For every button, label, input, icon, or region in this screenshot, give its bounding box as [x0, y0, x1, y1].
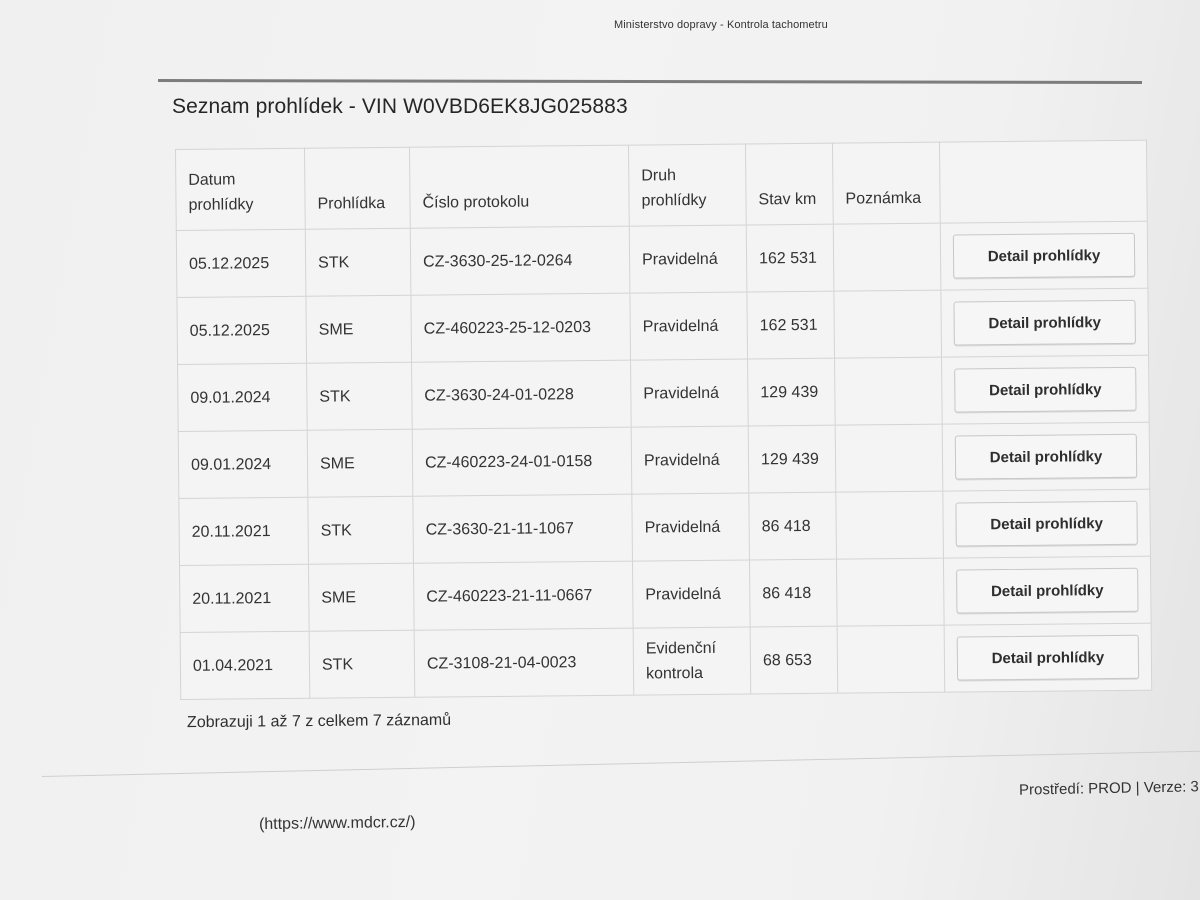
cell-kind: Pravidelná — [631, 359, 749, 427]
detail-button[interactable]: Detail prohlídky — [954, 300, 1136, 346]
cell-action — [944, 623, 1152, 692]
column-header-km: Stav km — [745, 143, 833, 225]
column-header-kind: Druh prohlídky — [628, 144, 746, 226]
cell-date: 01.04.2021 — [180, 631, 310, 699]
inspection-table — [175, 140, 1152, 700]
cell-km: 129 439 — [748, 425, 836, 493]
cell-inspection: STK — [308, 496, 414, 564]
cell-kind: Pravidelná — [630, 292, 748, 360]
detail-button[interactable]: Detail prohlídky — [957, 635, 1139, 681]
cell-note — [837, 625, 945, 693]
record-count-summary: Zobrazuji 1 až 7 z celkem 7 záznamů — [186, 711, 452, 732]
cell-protocol: CZ-460223-21-11-0667 — [413, 561, 633, 630]
cell-protocol: CZ-3630-21-11-1067 — [413, 494, 633, 563]
footer-divider — [42, 750, 1200, 777]
cell-note — [836, 558, 944, 626]
cell-protocol: CZ-460223-25-12-0203 — [411, 293, 631, 362]
cell-date: 09.01.2024 — [178, 363, 308, 431]
detail-button[interactable]: Detail prohlídky — [955, 434, 1137, 480]
cell-km: 129 439 — [748, 358, 836, 426]
cell-kind: Pravidelná — [631, 426, 749, 494]
cell-protocol: CZ-3630-25-12-0264 — [410, 226, 630, 295]
cell-protocol: CZ-3108-21-04-0023 — [414, 628, 634, 697]
cell-action — [943, 556, 1151, 625]
cell-km: 86 418 — [749, 492, 837, 560]
table-row — [178, 355, 1150, 431]
cell-note — [835, 357, 943, 425]
cell-km: 86 418 — [749, 559, 837, 627]
table-row — [179, 489, 1151, 565]
cell-date: 09.01.2024 — [178, 430, 308, 498]
cell-action — [940, 221, 1148, 290]
column-header-action — [939, 140, 1147, 223]
cell-inspection: SME — [308, 563, 414, 631]
table-row — [178, 422, 1150, 498]
cell-inspection: SME — [307, 429, 413, 497]
cell-date: 20.11.2021 — [179, 564, 309, 632]
cell-km: 68 653 — [750, 626, 838, 694]
cell-kind: Evidenční kontrola — [633, 627, 751, 695]
table-header-row — [176, 140, 1148, 230]
cell-note — [835, 424, 943, 492]
detail-button[interactable]: Detail prohlídky — [954, 367, 1136, 413]
column-header-protocol: Číslo protokolu — [409, 145, 629, 228]
cell-note — [836, 491, 944, 559]
cell-note — [833, 223, 941, 291]
table-row — [179, 556, 1151, 632]
cell-action — [941, 288, 1149, 357]
cell-action — [942, 422, 1150, 491]
column-header-note: Poznámka — [832, 142, 940, 224]
cell-action — [942, 355, 1150, 424]
cell-kind: Pravidelná — [632, 560, 750, 628]
page-title: Seznam prohlídek - VIN W0VBD6EK8JG025883 — [172, 95, 628, 118]
cell-protocol: CZ-460223-24-01-0158 — [412, 427, 632, 496]
table-row — [176, 221, 1148, 297]
ministry-link[interactable]: (https://www.mdcr.cz/) — [258, 813, 416, 834]
detail-button[interactable]: Detail prohlídky — [953, 233, 1135, 279]
detail-button[interactable]: Detail prohlídky — [956, 568, 1138, 614]
header-divider — [158, 79, 1142, 84]
environment-info: Prostředí: PROD | Verze: 3 — [1018, 778, 1199, 799]
system-header: Ministerstvo dopravy - Kontrola tachometru — [614, 19, 828, 31]
table-row — [177, 288, 1149, 364]
cell-kind: Pravidelná — [629, 225, 747, 293]
cell-kind: Pravidelná — [632, 493, 750, 561]
cell-inspection: STK — [305, 228, 411, 296]
cell-km: 162 531 — [746, 224, 834, 292]
cell-inspection: SME — [306, 295, 412, 363]
cell-date: 05.12.2025 — [177, 296, 307, 364]
cell-note — [834, 290, 942, 358]
cell-protocol: CZ-3630-24-01-0228 — [412, 360, 632, 429]
cell-date: 20.11.2021 — [179, 497, 309, 565]
cell-inspection: STK — [307, 362, 413, 430]
cell-inspection: STK — [309, 630, 415, 698]
cell-date: 05.12.2025 — [176, 229, 306, 297]
table-row — [180, 623, 1152, 699]
column-header-date: Datum prohlídky — [176, 148, 306, 230]
cell-km: 162 531 — [747, 291, 835, 359]
column-header-inspection: Prohlídka — [304, 147, 410, 229]
inspection-table-container — [175, 140, 1152, 700]
cell-action — [943, 489, 1151, 558]
detail-button[interactable]: Detail prohlídky — [955, 501, 1137, 547]
